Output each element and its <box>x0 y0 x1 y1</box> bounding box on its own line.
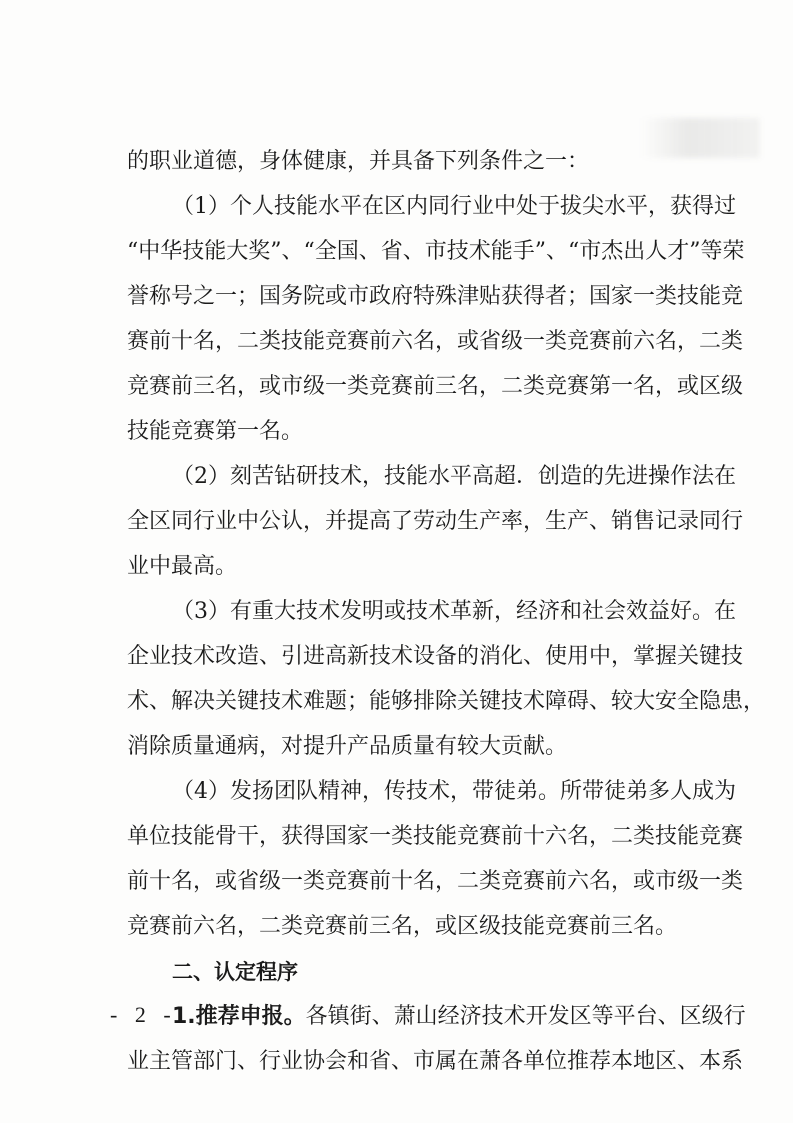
scan-bleed-through <box>640 118 760 158</box>
text-line: （1）个人技能水平在区内同行业中处于拔尖水平，获得过 <box>172 194 736 219</box>
text-line: （3）有重大技术发明或技术革新，经济和社会效益好。在 <box>172 599 736 624</box>
text-line: 企业技术改造、引进高新技术设备的消化、使用中，掌握关键技 <box>127 644 744 669</box>
text-line: 术、解决关键技术难题；能够排除关键技术障碍、较大安全隐患， <box>127 689 766 714</box>
item1-line <box>172 1003 746 1031</box>
text-line: 全区同行业中公认，并提高了劳动生产率，生产、销售记录同行 <box>127 509 744 534</box>
text-line: “中华技能大奖”、“全国、省、市技术能手”、“市杰出人才”等荣 <box>127 239 745 264</box>
item1-rest: 各镇街、萧山经济技术开发区等平台、区级行 <box>305 1004 746 1029</box>
text-line: 誉称号之一；国务院或市政府特殊津贴获得者；国家一类技能竞 <box>127 284 744 309</box>
section-heading: 二、认定程序 <box>172 960 298 984</box>
text-line: 前十名，或省级一类竞赛前十名，二类竞赛前六名，或市级一类 <box>127 869 744 894</box>
item1-lead: 1.推荐申报。 <box>172 1004 306 1029</box>
text-line: （2）刻苦钻研技术，技能水平高超．创造的先进操作法在 <box>172 464 736 489</box>
text-line: 消除质量通病，对提升产品质量有较大贡献。 <box>127 734 568 759</box>
item1-line2: 业主管部门、行业协会和省、市属在萧各单位推荐本地区、本系 <box>127 1049 744 1074</box>
text-line: 的职业道德，身体健康，并具备下列条件之一： <box>127 149 590 174</box>
text-line: 单位技能骨干，获得国家一类技能竞赛前十六名，二类技能竞赛 <box>127 824 744 849</box>
text-line: 竞赛前三名，或市级一类竞赛前三名，二类竞赛第一名，或区级 <box>127 374 744 399</box>
text-line: 技能竞赛第一名。 <box>127 419 304 444</box>
text-line: 业中最高。 <box>127 554 238 579</box>
page-number: - 2 - <box>110 1002 177 1027</box>
text-line: （4）发扬团队精神，传技术，带徒弟。所带徒弟多人成为 <box>172 779 736 804</box>
text-line: 赛前十名，二类技能竞赛前六名，或省级一类竞赛前六名，二类 <box>127 329 744 354</box>
text-line: 竞赛前六名，二类竞赛前三名，或区级技能竞赛前三名。 <box>127 914 678 939</box>
